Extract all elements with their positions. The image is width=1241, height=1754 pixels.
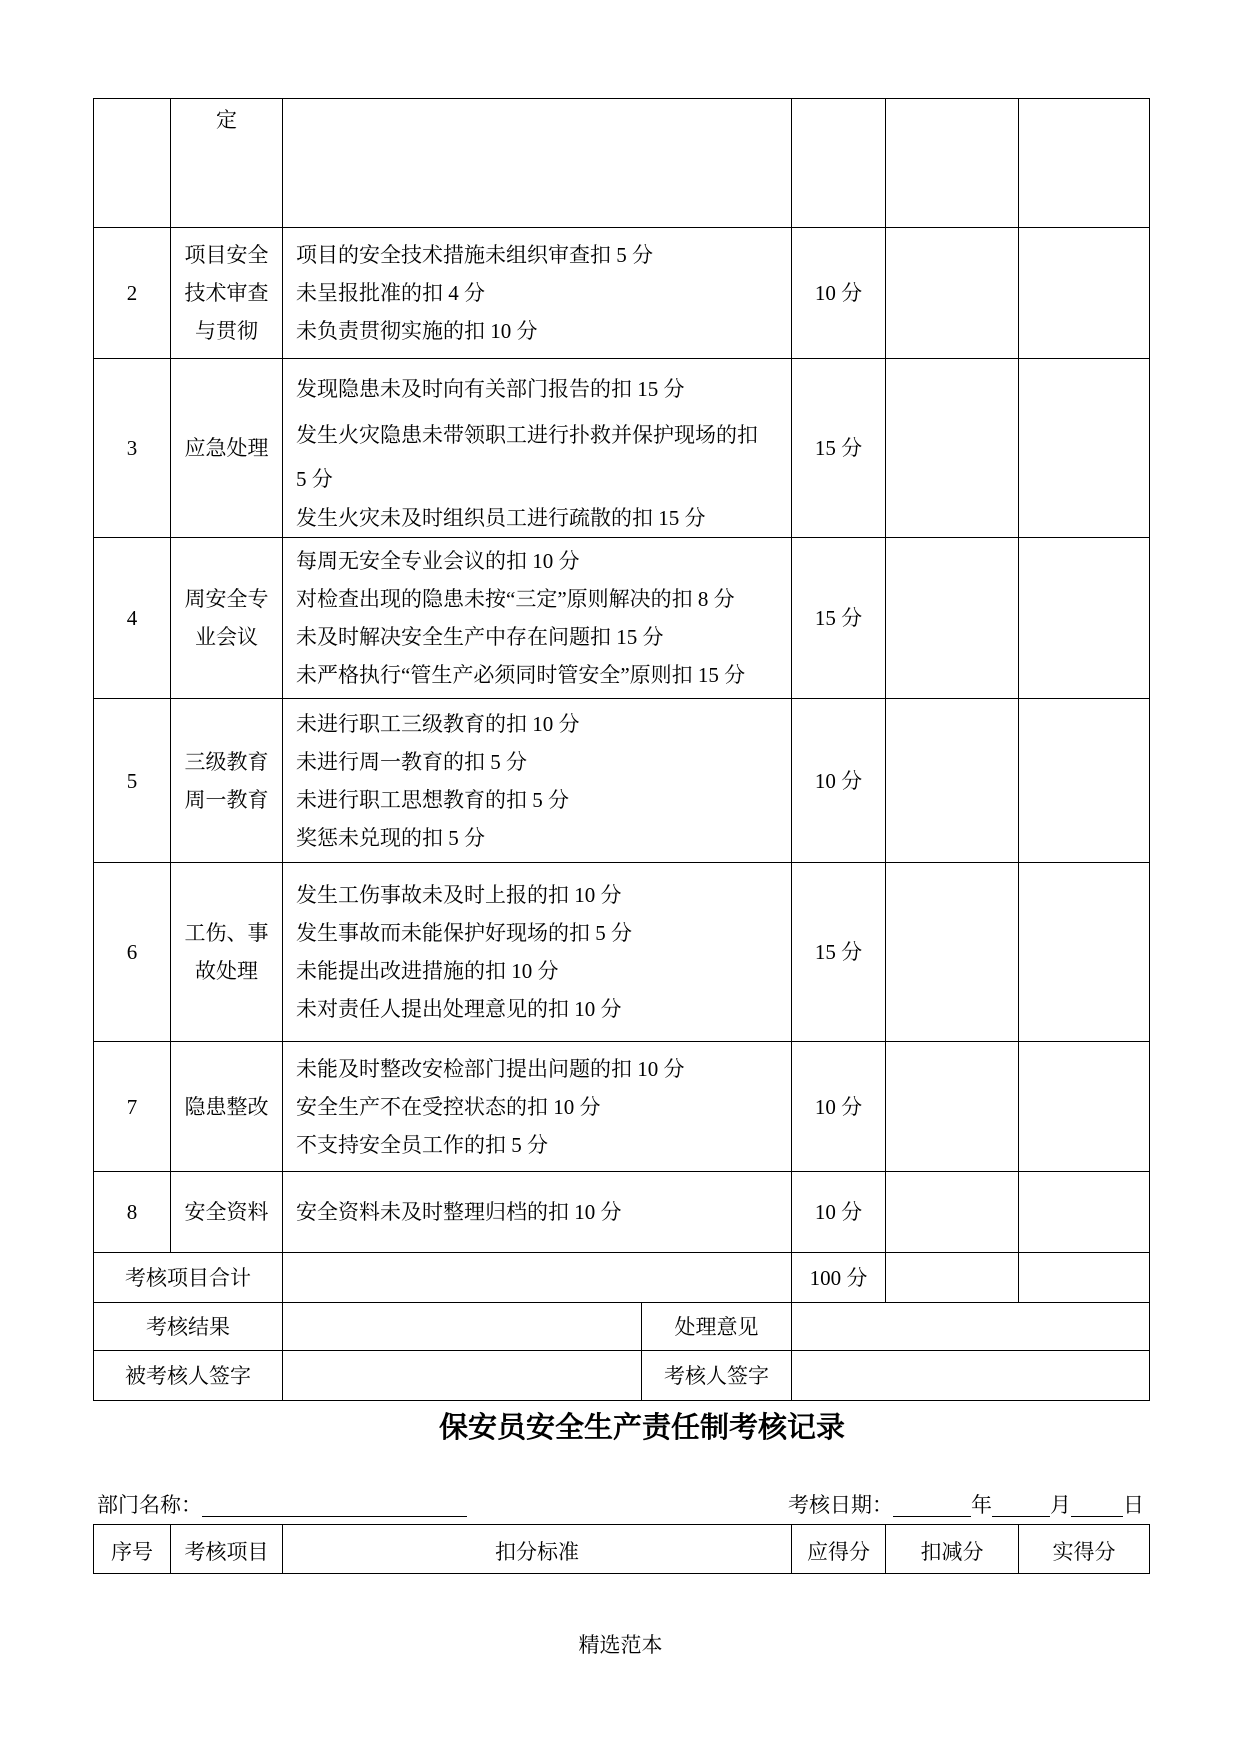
criteria-line: 不支持安全员工作的扣 5 分 bbox=[296, 1132, 548, 1157]
assessee-signature-label: 被考核人签字 bbox=[94, 1351, 283, 1401]
criteria-line: 对检查出现的隐患未按“三定”原则解决的扣 8 分 bbox=[296, 587, 735, 611]
criteria-line: 安全生产不在受控状态的扣 10 分 bbox=[296, 1094, 601, 1119]
criteria-line: 未能提出改进措施的扣 10 分 bbox=[296, 959, 559, 983]
item-label: 业会议 bbox=[195, 625, 258, 649]
table-row bbox=[94, 538, 1150, 699]
assessment-header-table bbox=[93, 1524, 1150, 1574]
year-label: 年 bbox=[971, 1493, 992, 1517]
department-field bbox=[97, 1490, 467, 1520]
due-score-cell: 10 分 bbox=[792, 1042, 886, 1172]
serial-cell: 2 bbox=[94, 228, 171, 359]
item-label: 工伤、事 bbox=[184, 921, 269, 945]
criteria-cell bbox=[283, 1172, 792, 1253]
day-blank bbox=[1071, 1492, 1123, 1517]
criteria-cell bbox=[283, 1253, 792, 1303]
table-row bbox=[94, 1172, 1150, 1253]
header-item: 考核项目 bbox=[171, 1525, 283, 1574]
assessor-signature-label: 考核人签字 bbox=[642, 1351, 792, 1401]
criteria-line: 未能及时整改安检部门提出问题的扣 10 分 bbox=[296, 1056, 685, 1081]
assessment-form-table bbox=[93, 98, 1150, 1401]
actual-score-cell bbox=[1019, 699, 1150, 863]
criteria-cell bbox=[283, 359, 792, 538]
deducted-score-cell bbox=[886, 863, 1019, 1042]
serial-cell bbox=[94, 99, 171, 228]
actual-score-cell bbox=[1019, 228, 1150, 359]
criteria-line: 项目的安全技术措施未组织审查扣 5 分 bbox=[296, 243, 653, 267]
due-score-cell: 15 分 bbox=[792, 359, 886, 538]
month-blank bbox=[992, 1492, 1050, 1517]
criteria-line: 未进行职工思想教育的扣 5 分 bbox=[296, 787, 569, 812]
month-label: 月 bbox=[1050, 1493, 1071, 1517]
item-cell bbox=[171, 538, 283, 699]
criteria-line: 未进行周一教育的扣 5 分 bbox=[296, 749, 527, 774]
deducted-score-cell bbox=[886, 359, 1019, 538]
item-label: 故处理 bbox=[195, 959, 258, 983]
criteria-cell bbox=[283, 1042, 792, 1172]
opinion-label: 处理意见 bbox=[642, 1303, 792, 1351]
day-label: 日 bbox=[1123, 1493, 1144, 1517]
due-score-cell: 10 分 bbox=[792, 699, 886, 863]
item-label: 周一教育 bbox=[184, 787, 269, 812]
criteria-line: 5 分 bbox=[296, 466, 333, 491]
item-cell bbox=[171, 1042, 283, 1172]
criteria-line: 未进行职工三级教育的扣 10 分 bbox=[296, 711, 580, 736]
item-cell bbox=[171, 1172, 283, 1253]
table-row bbox=[94, 99, 1150, 228]
item-cell bbox=[171, 359, 283, 538]
serial-cell: 5 bbox=[94, 699, 171, 863]
deducted-score-cell bbox=[886, 538, 1019, 699]
due-score-cell: 15 分 bbox=[792, 538, 886, 699]
year-blank bbox=[893, 1492, 971, 1517]
due-score-cell bbox=[792, 99, 886, 228]
criteria-line: 发生工伤事故未及时上报的扣 10 分 bbox=[296, 883, 622, 907]
document-title: 保安员安全生产责任制考核记录 bbox=[439, 1412, 846, 1444]
criteria-line: 未对责任人提出处理意见的扣 10 分 bbox=[296, 997, 622, 1021]
item-label: 三级教育 bbox=[184, 749, 269, 774]
header-actual-score: 实得分 bbox=[1019, 1525, 1150, 1574]
item-cell bbox=[171, 228, 283, 359]
criteria-cell bbox=[283, 699, 792, 863]
deducted-score-cell bbox=[886, 1042, 1019, 1172]
criteria-line: 未负责贯彻实施的扣 10 分 bbox=[296, 319, 538, 343]
due-score-cell: 10 分 bbox=[792, 228, 886, 359]
item-label: 周安全专 bbox=[184, 587, 269, 611]
item-label: 安全资料 bbox=[184, 1200, 269, 1224]
item-label: 技术审查 bbox=[184, 281, 269, 305]
header-row bbox=[94, 1525, 1150, 1574]
criteria-cell bbox=[283, 228, 792, 359]
actual-score-cell bbox=[1019, 1253, 1150, 1303]
header-serial: 序号 bbox=[94, 1525, 171, 1574]
date-label: 考核日期： bbox=[788, 1493, 893, 1517]
total-label: 考核项目合计 bbox=[94, 1253, 283, 1303]
criteria-line: 每周无安全专业会议的扣 10 分 bbox=[296, 549, 580, 573]
item-label: 项目安全 bbox=[184, 243, 269, 267]
deducted-score-cell bbox=[886, 99, 1019, 228]
criteria-line: 发生火灾隐患未带领职工进行扑救并保护现场的扣 bbox=[296, 422, 758, 447]
table-row bbox=[94, 359, 1150, 538]
actual-score-cell bbox=[1019, 99, 1150, 228]
criteria-line: 发生事故而未能保护好现场的扣 5 分 bbox=[296, 921, 632, 945]
header-due-score: 应得分 bbox=[792, 1525, 886, 1574]
signature-row bbox=[94, 1351, 1150, 1401]
department-label: 部门名称： bbox=[97, 1493, 202, 1517]
deducted-score-cell bbox=[886, 1172, 1019, 1253]
item-cell bbox=[171, 699, 283, 863]
criteria-cell bbox=[283, 863, 792, 1042]
page-footer: 精选范本 bbox=[578, 1633, 663, 1657]
department-blank bbox=[202, 1492, 467, 1517]
date-field bbox=[788, 1490, 1144, 1520]
due-score-cell: 10 分 bbox=[792, 1172, 886, 1253]
criteria-line: 安全资料未及时整理归档的扣 10 分 bbox=[296, 1200, 622, 1224]
criteria-line: 发现隐患未及时向有关部门报告的扣 15 分 bbox=[296, 376, 685, 401]
item-cell bbox=[171, 863, 283, 1042]
item-label: 定 bbox=[216, 108, 237, 132]
result-value-cell bbox=[283, 1303, 642, 1351]
actual-score-cell bbox=[1019, 1042, 1150, 1172]
header-deducted-score: 扣减分 bbox=[886, 1525, 1019, 1574]
deducted-score-cell bbox=[886, 1253, 1019, 1303]
item-label: 与贯彻 bbox=[195, 319, 258, 343]
header-criteria: 扣分标准 bbox=[283, 1525, 792, 1574]
actual-score-cell bbox=[1019, 359, 1150, 538]
item-cell bbox=[171, 99, 283, 228]
item-label: 隐患整改 bbox=[184, 1094, 269, 1119]
opinion-value-cell bbox=[792, 1303, 1150, 1351]
table-row bbox=[94, 1042, 1150, 1172]
assessor-signature-cell bbox=[792, 1351, 1150, 1401]
criteria-line: 发生火灾未及时组织员工进行疏散的扣 15 分 bbox=[296, 505, 706, 530]
total-row bbox=[94, 1253, 1150, 1303]
serial-cell: 6 bbox=[94, 863, 171, 1042]
serial-cell: 4 bbox=[94, 538, 171, 699]
result-label: 考核结果 bbox=[94, 1303, 283, 1351]
criteria-line: 未呈报批准的扣 4 分 bbox=[296, 281, 485, 305]
criteria-cell bbox=[283, 538, 792, 699]
table-row bbox=[94, 228, 1150, 359]
assessee-signature-cell bbox=[283, 1351, 642, 1401]
criteria-cell bbox=[283, 99, 792, 228]
due-score-cell: 15 分 bbox=[792, 863, 886, 1042]
total-score: 100 分 bbox=[792, 1253, 886, 1303]
table-row bbox=[94, 863, 1150, 1042]
criteria-line: 奖惩未兑现的扣 5 分 bbox=[296, 825, 485, 850]
deducted-score-cell bbox=[886, 699, 1019, 863]
item-label: 应急处理 bbox=[184, 436, 269, 460]
serial-cell: 7 bbox=[94, 1042, 171, 1172]
actual-score-cell bbox=[1019, 538, 1150, 699]
serial-cell: 3 bbox=[94, 359, 171, 538]
result-row bbox=[94, 1303, 1150, 1351]
deducted-score-cell bbox=[886, 228, 1019, 359]
criteria-line: 未及时解决安全生产中存在问题扣 15 分 bbox=[296, 625, 664, 649]
criteria-line: 未严格执行“管生产必须同时管安全”原则扣 15 分 bbox=[296, 663, 746, 687]
actual-score-cell bbox=[1019, 863, 1150, 1042]
serial-cell: 8 bbox=[94, 1172, 171, 1253]
actual-score-cell bbox=[1019, 1172, 1150, 1253]
table-row bbox=[94, 699, 1150, 863]
